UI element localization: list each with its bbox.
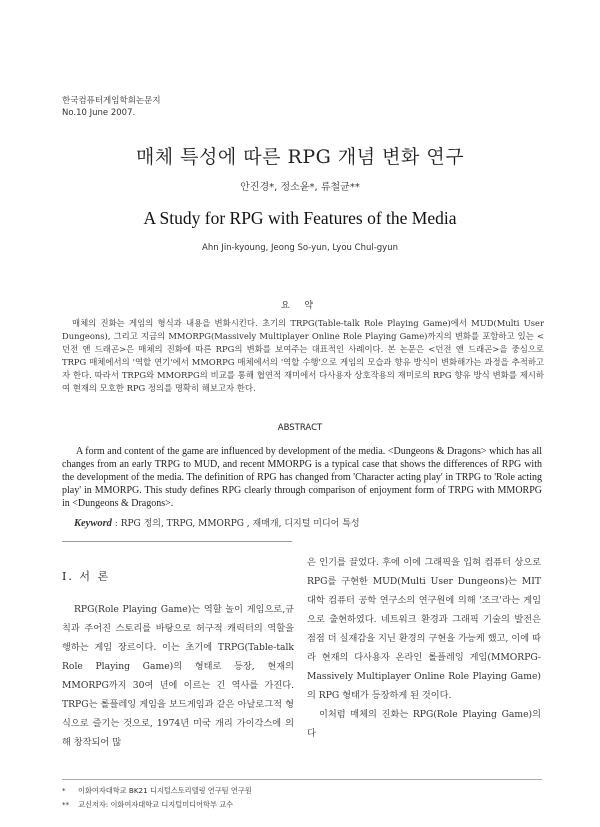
abstract-korean-text: 매체의 진화는 게임의 형식과 내용을 변화시킨다. 초기의 TRPG(Table-talk Role Playing Game)에서 MUD(Multi User Dungeons), 그리고 지금의 MMORPG(Massively Multiplayer Online Role Playing Game)까지의 변화를 포함하고 있는 <던전 앤 드래곤>은 매체의 진화에 따른 RPG의 변화를 보여주는 대표적인 사례이다. 본 논문은 <던전 앤 드래곤>을 중심으로 TRPG 매체에서의 '역할 연기'에서 MMORPG 매체에서의 '역할 수행'으로 게임의 모습과 향유 방식이 변화해가는 과정을 추적하고자 한다. 따라서 TRPG와 MMORPG의 비교를 통해 협연적 재미에서 다사용자 상호작용의 재미로의 RPG 향유 방식 변화를 제시하여 현재의 모호한 RPG 정의를 명확히 해보고자 한다. bbox=[62, 318, 544, 393]
footnote-divider bbox=[62, 779, 542, 780]
footnote-text: 이화여자대학교 BK21 디지털스토리텔링 연구팀 연구원 bbox=[78, 786, 252, 795]
footnotes bbox=[62, 784, 252, 812]
footnote bbox=[62, 784, 252, 798]
body-column-left bbox=[62, 600, 294, 752]
abstract-korean bbox=[62, 317, 544, 395]
journal-name: 한국컴퓨터게임학회논문지 bbox=[62, 96, 161, 106]
abstract-english-text: A form and content of the game are influenced by development of the media. <Dungeons & Dragons> which has all changes from an early TRPG to MUD, and recent MMORPG is a typical case that shows the differences of RPG with the development of the media. The definition of RPG has changed from 'Character acting play' in TRPG to 'Role acting play' in MMORPG. This study defines RPG clearly through comparison of enjoyment form of TRPG with MMORPG in <Dungeons & Dragons>. bbox=[62, 446, 542, 509]
keywords bbox=[74, 516, 360, 529]
keywords-label: Keyword bbox=[74, 518, 112, 529]
title-english: A Study for RPG with Features of the Media bbox=[143, 208, 457, 228]
body-column-right bbox=[307, 553, 541, 743]
abstract-korean-heading: 요 약 bbox=[280, 301, 320, 311]
journal-issue: No.10 June 2007. bbox=[62, 108, 136, 118]
journal-header bbox=[62, 95, 161, 119]
authors-korean: 안진경*, 정소윤*, 류철균** bbox=[240, 182, 360, 193]
abstract-english-heading: ABSTRACT bbox=[277, 423, 323, 433]
authors-english: Ahn Jin-kyoung, Jeong So-yun, Lyou Chul-gyun bbox=[202, 243, 398, 253]
paragraph: 이처럼 매체의 진화는 RPG(Role Playing Game)의 다 bbox=[307, 709, 541, 739]
keywords-text: : RPG 정의, TRPG, MMORPG , 재매개, 디지털 미디어 특성 bbox=[114, 519, 360, 529]
footnote bbox=[62, 798, 252, 812]
footnote-text: 교신저자: 이화여자대학교 디지털미디어학부 교수 bbox=[78, 800, 234, 809]
section-divider bbox=[62, 541, 292, 542]
section-heading-introduction: Ⅰ. 서 론 bbox=[62, 570, 111, 583]
title-korean: 매체 특성에 따른 RPG 개념 변화 연구 bbox=[135, 146, 465, 168]
abstract-english bbox=[62, 445, 542, 510]
paragraph: RPG(Role Playing Game)는 역할 놀이 게임으로,규칙과 주어진 스토리를 바탕으로 허구적 캐릭터의 역할을 행하는 게임 장르이다. 이는 초기에 TRPG(Table-talk Role Playing Game)의 형태로 등장, 현재의 MMORPG까지 30여 년에 이르는 긴 역사를 가진다. TRPG는 롤플레잉 게임을 보드게임과 같은 아날로그적 형식으로 즐기는 것으로, 1974년 미국 개리 가이각스에 의해 창작되어 많 bbox=[62, 604, 294, 748]
footnote-marker: * bbox=[62, 786, 66, 795]
footnote-marker: ** bbox=[62, 800, 70, 809]
paragraph: 은 인기를 끌었다. 후에 이에 그래픽을 입혀 컴퓨터 상으로 RPG를 구현한 MUD(Multi User Dungeons)는 MIT 대학 컴퓨터 공학 연구소의 연구원에 의해 '조크'라는 게임으로 출현하였다. 네트워크 환경과 그래픽 기술의 발전은 점점 더 실재감을 지닌 환경의 구현을 가능케 했고, 이에 따라 현재의 다사용자 온라인 롤플레잉 게임(MMORPG-Massively Multiplayer Online Role Playing Game)의 RPG 형태가 등장하게 된 것이다. bbox=[307, 557, 541, 701]
